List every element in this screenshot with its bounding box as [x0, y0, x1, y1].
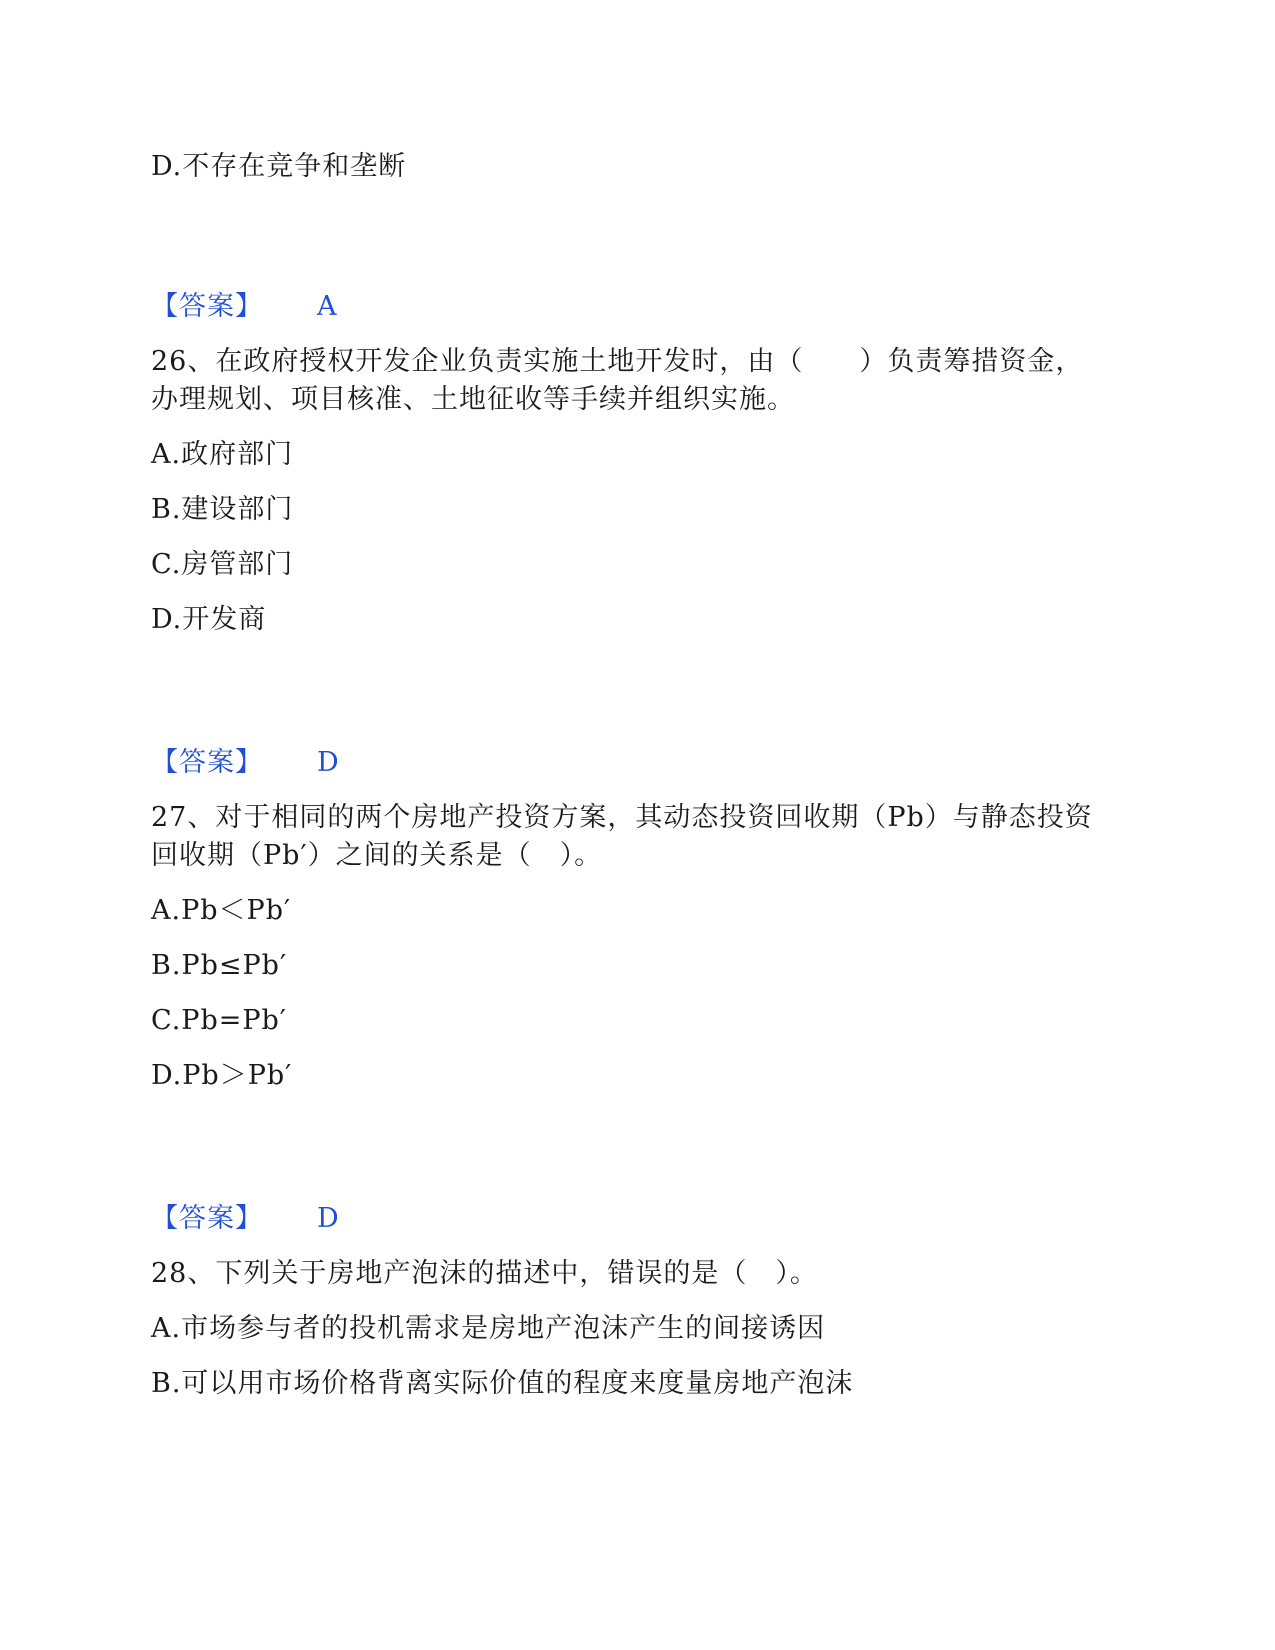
option-b: B.Pb≤Pb′ [151, 950, 288, 981]
option-d: D.Pb＞Pb′ [151, 1060, 293, 1091]
question-28-line1: 28、下列关于房地产泡沫的描述中，错误的是（ ）。 [151, 1258, 818, 1289]
question-26-line1: 26、在政府授权开发企业负责实施土地开发时，由（ ）负责筹措资金， [151, 346, 1084, 377]
option-a: A.Pb＜Pb′ [151, 895, 292, 926]
answer-label: 【答案】 [151, 747, 263, 778]
answer-line [151, 1202, 340, 1236]
answer-line [151, 746, 340, 780]
answer-value: A [317, 291, 338, 322]
answer-value: D [317, 1203, 340, 1234]
option-a: A.市场参与者的投机需求是房地产泡沫产生的间接诱因 [151, 1313, 826, 1344]
question-26-line2: 办理规划、项目核准、土地征收等手续并组织实施。 [151, 384, 795, 415]
answer-label: 【答案】 [151, 1203, 263, 1234]
question-27-line1: 27、对于相同的两个房地产投资方案，其动态投资回收期（Pb）与静态投资 [151, 802, 1093, 833]
answer-line [151, 290, 338, 324]
option-b: B.可以用市场价格背离实际价值的程度来度量房地产泡沫 [151, 1368, 854, 1399]
option-d: D.开发商 [151, 604, 267, 635]
option-c: C.房管部门 [151, 549, 294, 580]
question-27-line2: 回收期（Pb′）之间的关系是（ ）。 [151, 840, 603, 871]
option-b: B.建设部门 [151, 494, 294, 525]
option-d-top: D.不存在竞争和垄断 [151, 151, 407, 182]
option-a: A.政府部门 [151, 439, 294, 470]
answer-value: D [317, 747, 340, 778]
option-c: C.Pb=Pb′ [151, 1005, 287, 1036]
answer-label: 【答案】 [151, 291, 263, 322]
